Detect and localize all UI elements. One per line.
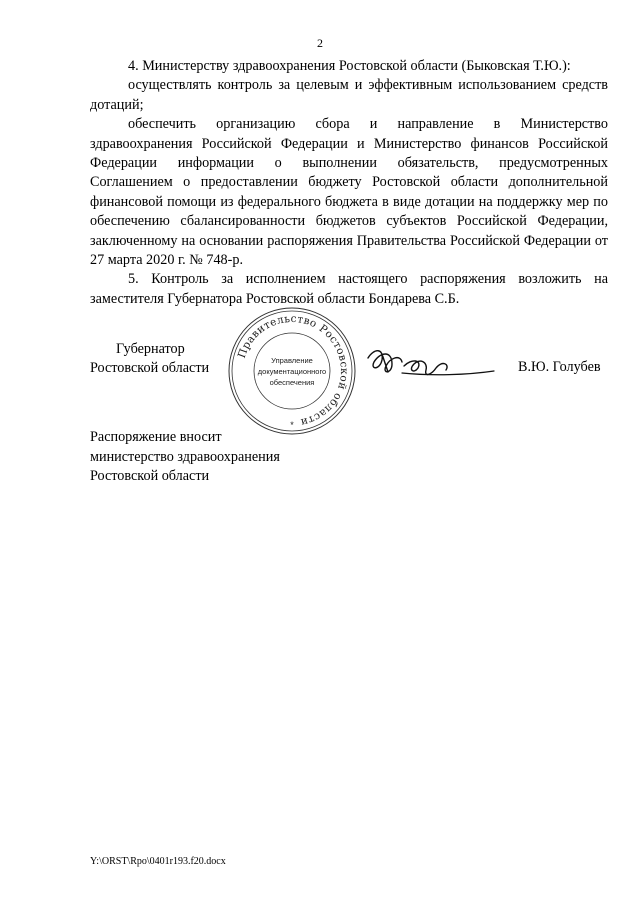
- seal-center-line-2: документационного: [257, 367, 327, 376]
- position-line-2: Ростовской области: [90, 360, 210, 376]
- paragraph-item-5: 5. Контроль за исполнением настоящего распоряжения возложить на заместителя Губернатора Ростовской области Бондарева С.Б.: [90, 271, 608, 307]
- submitter-block: [90, 428, 280, 487]
- official-seal-stamp: [226, 305, 358, 437]
- seal-ring-text: Правительство Ростовской области: [235, 312, 351, 429]
- seal-center-line-3: обеспечения: [269, 378, 315, 387]
- file-path-footer: Y:\ORST\Rpo\0401r193.f20.docx: [90, 856, 226, 867]
- handwritten-signature: [362, 340, 502, 390]
- paragraph-information: обеспечить организацию сбора и направление в Министерство здравоохранения Российской Федерации и Министерство финансов Российской Федерации информации о выполнении обязательств, предусмотренных Соглашением о предоставлении бюджету Ростовской области дополнительной финансовой помощи из федерального бюджета в виде дотации на поддержку мер по обеспечению сбалансированности бюджетов субъектов Российской Федерации, заключенному на основании распоряжения Правительства Российской Федерации от 27 марта 2020 г. № 748-р.: [90, 116, 608, 269]
- seal-center-line-1: Управление: [271, 356, 313, 365]
- document-body: [90, 57, 608, 309]
- paragraph-control: осуществлять контроль за целевым и эффективным использованием средств дотаций;: [90, 77, 608, 113]
- seal-star: *: [290, 420, 294, 430]
- page-number: 2: [317, 36, 323, 50]
- position-line-1: Губернатор: [116, 341, 185, 357]
- submitter-line-2: министерство здравоохранения: [90, 448, 280, 465]
- signatory-position: [90, 340, 209, 378]
- submitter-line-1: Распоряжение вносит: [90, 429, 222, 445]
- paragraph-item-4: 4. Министерству здравоохранения Ростовской области (Быковская Т.Ю.):: [128, 58, 571, 74]
- submitter-line-3: Ростовской области: [90, 468, 210, 484]
- signatory-name: В.Ю. Голубев: [518, 359, 601, 375]
